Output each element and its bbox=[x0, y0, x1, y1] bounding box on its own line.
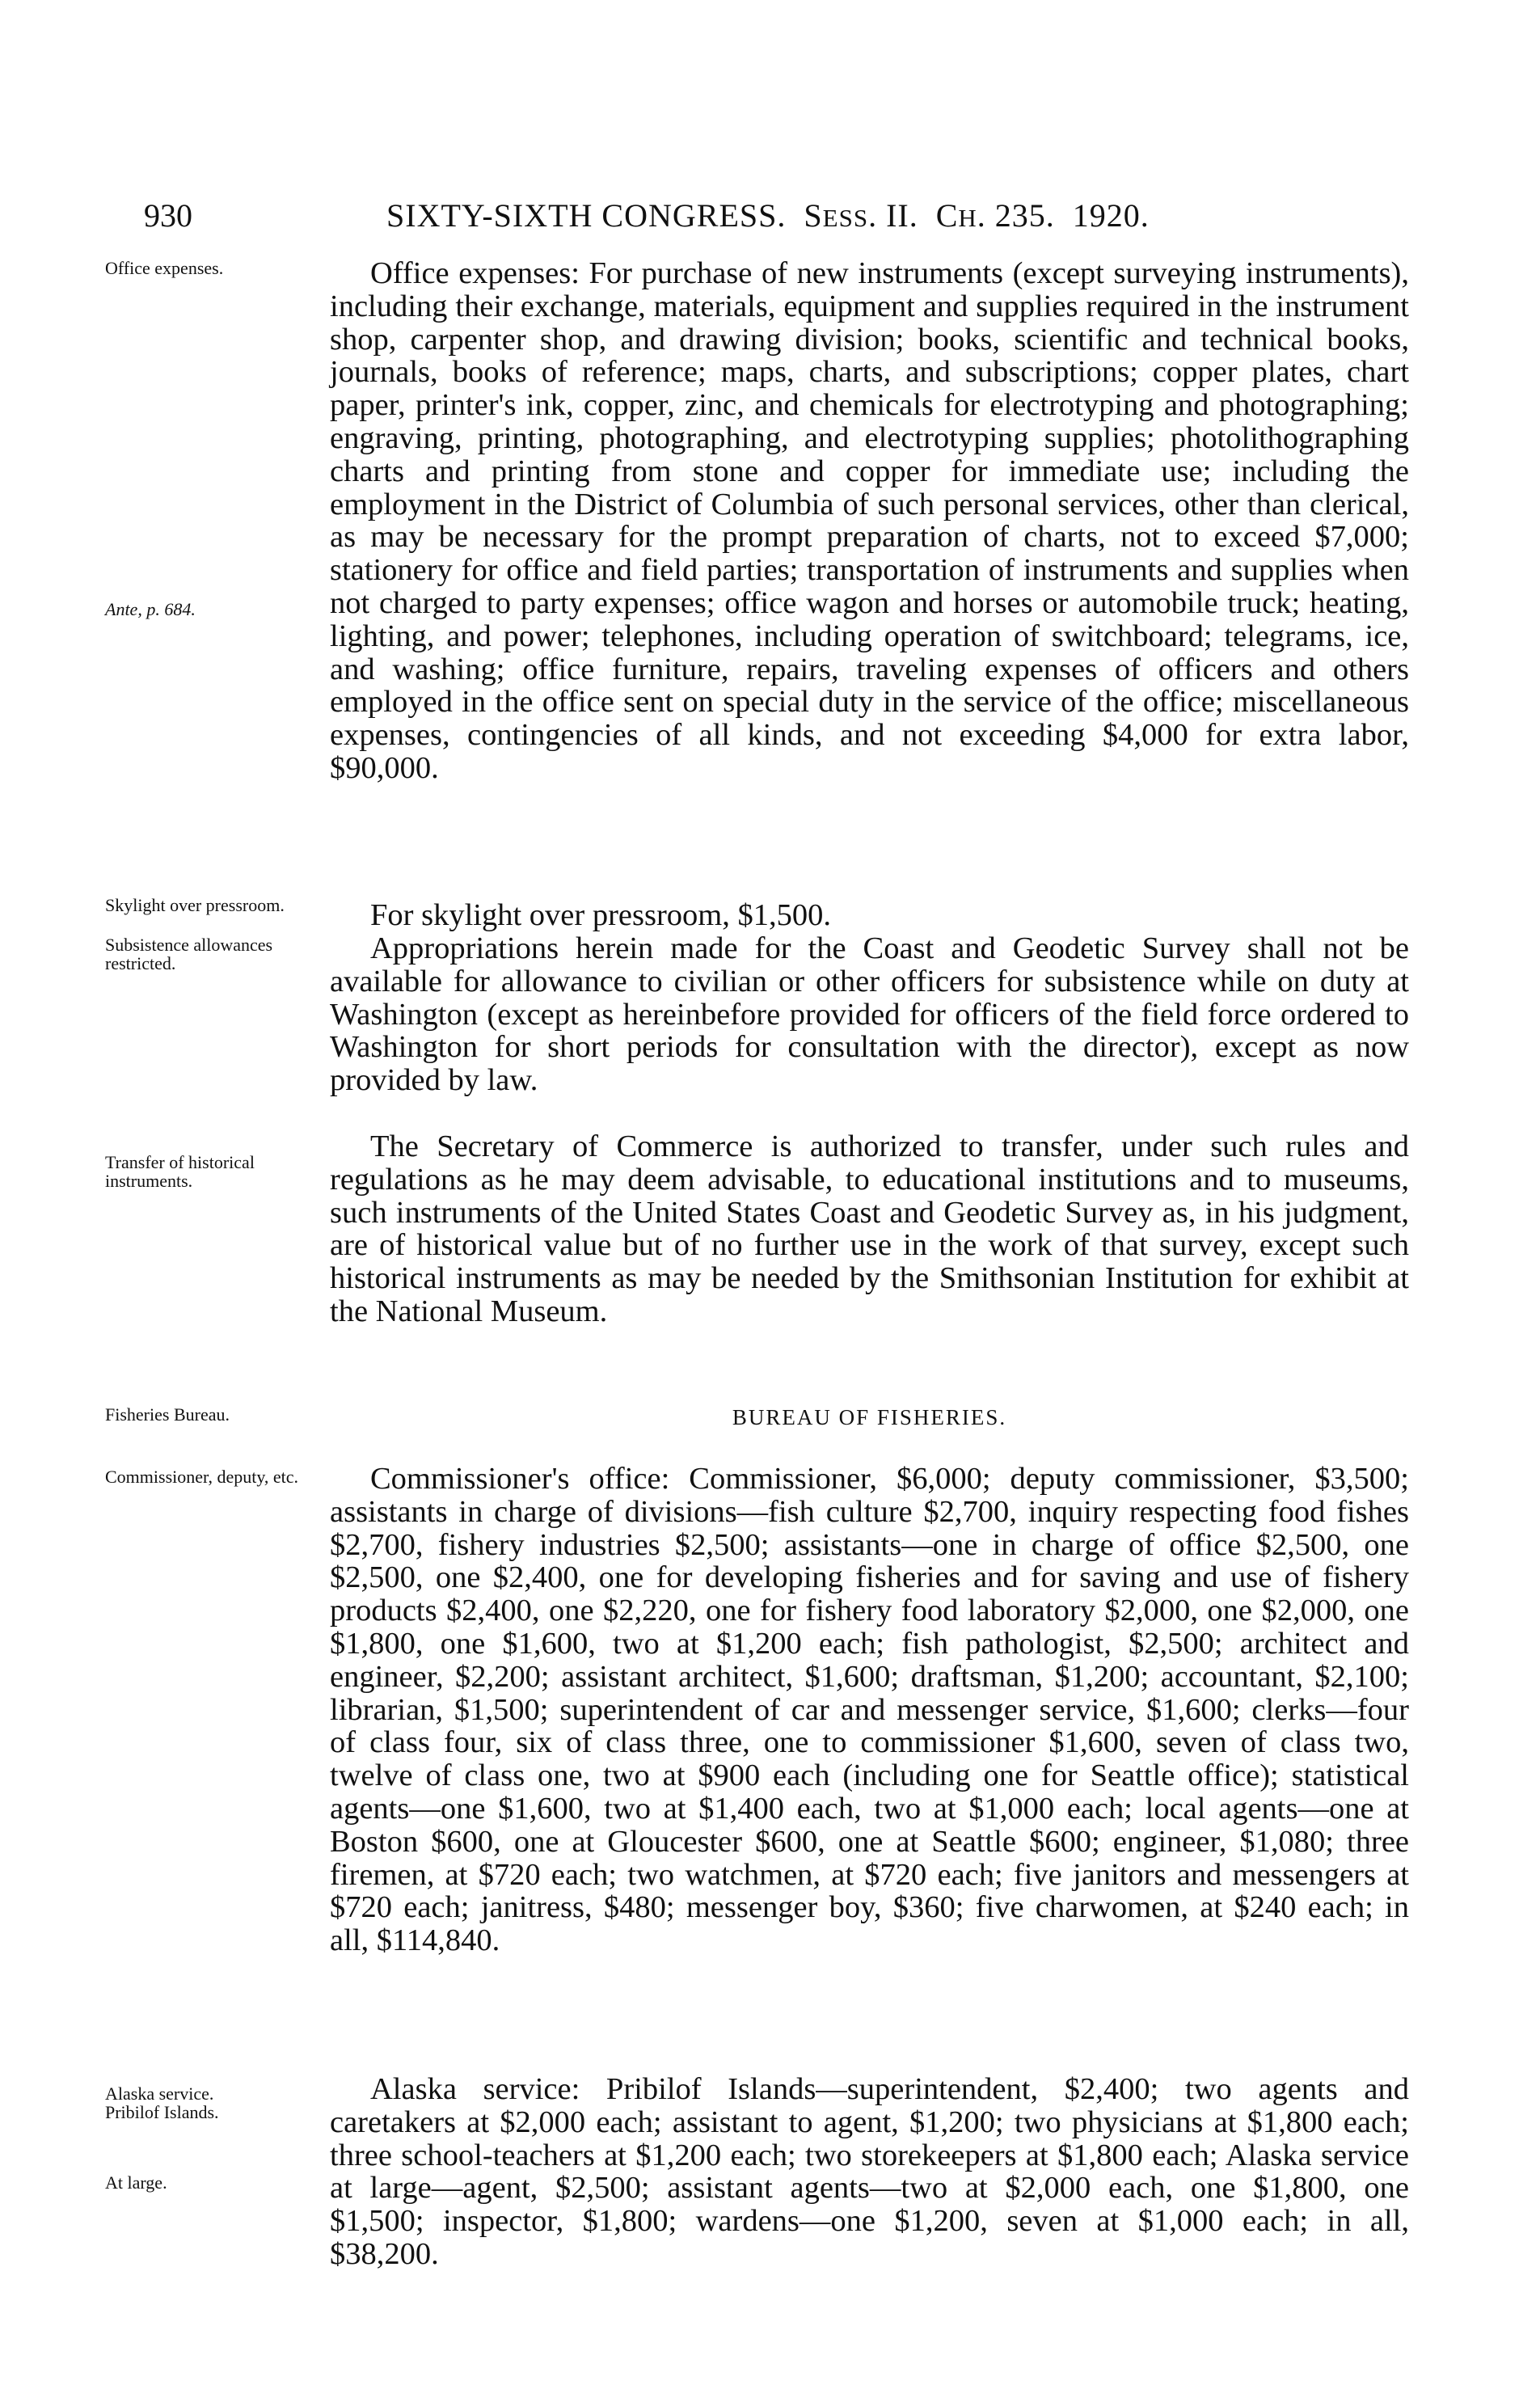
margin-note-at-large: At large. bbox=[105, 2172, 167, 2193]
paragraph-subsistence: Appropriations herein made for the Coast and Geodetic Survey shall not be available for allowance to civilian or other officers for subsistence while on duty at Washington (except as hereinbefore provided for officers of the field force ordered to Washington for short periods for consultation with the director), except as now provided by law. bbox=[330, 931, 1409, 1098]
margin-note-commissioner: Commissioner, deputy, etc. bbox=[105, 1467, 299, 1487]
chapter-label: CH. 235. bbox=[935, 197, 1055, 234]
running-header bbox=[144, 196, 1409, 245]
margin-note-alaska: Alaska service. bbox=[105, 2083, 214, 2104]
paragraph-alaska: Alaska service: Pribilof Islands—superintendent, $2,400; two agents and caretakers at $2,000 each; assistant to agent, $1,200; two physicians at $1,800 each; three school-teachers at $1,200 each; two storekeepers at $1,800 each; Alaska service at large—agent, $2,500; assistant agents—two at $2,000 each, one $1,800, one $1,500; inspector, $1,800; wardens—one $1,200, seven at $1,000 each; in all, $38,200. bbox=[330, 2072, 1409, 2271]
margin-note-office-expenses: Office expenses. bbox=[105, 258, 224, 278]
margin-note-pribilof: Pribilof Islands. bbox=[105, 2102, 219, 2122]
session-label: SESS. II. bbox=[804, 197, 918, 234]
paragraph-transfer: The Secretary of Commerce is authorized to transfer, under such rules and regulations as he may deem advisable, to educational institutions and to museums, such instruments of the United States Coast and Geodetic Survey as, in his judgment, are of historical value but of no further use in the work of that survey, except such historical instruments as may be needed by the Smithsonian Institution for exhibit at the National Museum. bbox=[330, 1129, 1409, 1328]
page-number: 930 bbox=[144, 197, 192, 234]
paragraph-commissioner: Commissioner's office: Commissioner, $6,000; deputy commissioner, $3,500; assistants in charge of divisions—fish culture $2,700, inquiry respecting food fishes $2,700, fishery industries $2,500; assistants—one in charge of office $2,500, one $2,500, one $2,400, one for developing fisheries and for saving and use of fishery products $2,400, one $2,220, one for fishery food laboratory $2,000, one $2,000, one $1,800, one $1,600, two at $1,200 each; fish pathologist, $2,500; architect and engineer, $2,200; assistant architect, $1,600; draftsman, $1,200; accountant, $2,100; librarian, $1,500; superintendent of car and messenger service, $1,600; clerks—four of class four, six of class three, one to commissioner $1,600, seven of class two, twelve of class one, two at $900 each (including one for Seattle office); statistical agents—one $1,600, two at $1,400 each, two at $1,000 each; local agents—one at Boston $600, one at Gloucester $600, one at Seattle $600; engineer, $1,080; three firemen, at $720 each; two watchmen, at $720 each; five janitors and messengers at $720 each; janitress, $480; messenger boy, $360; five charwomen, at $240 each; in all, $114,840. bbox=[330, 1462, 1409, 1958]
section-heading: BUREAU OF FISHERIES. bbox=[732, 1405, 1007, 1429]
margin-note-transfer: Transfer of historical instruments. bbox=[105, 1152, 255, 1191]
year: 1920. bbox=[1072, 197, 1150, 234]
margin-note-ante-reference: Ante, p. 684. bbox=[105, 599, 196, 619]
congress-title: SIXTY-SIXTH CONGRESS. bbox=[386, 197, 787, 234]
margin-note-fisheries: Fisheries Bureau. bbox=[105, 1404, 230, 1425]
paragraph-office-expenses: Office expenses: For purchase of new instruments (except surveying instruments), including their exchange, materials, equipment and supplies required in the instrument shop, carpenter shop, and drawing division; books, scientific and technical books, journals, books of reference; maps, charts, and subscriptions; copper plates, chart paper, printer's ink, copper, zinc, and chemicals for electrotyping and photographing; engraving, printing, photographing, and electrotyping supplies; photolithographing charts and printing from stone and copper for immediate use; including the employment in the District of Columbia of such personal services, other than clerical, as may be necessary for the prompt preparation of charts, not to exceed $7,000; stationery for office and field parties; transportation of instruments and supplies when not charged to party expenses; office wagon and horses or automobile truck; heating, lighting, and power; telephones, including operation of switchboard; telegrams, ice, and washing; office furniture, repairs, traveling expenses of officers and others employed in the office sent on special duty in the service of the office; miscellaneous expenses, contingencies of all kinds, and not exceeding $4,000 for extra labor, $90,000. bbox=[330, 256, 1409, 785]
margin-note-skylight: Skylight over pressroom. bbox=[105, 895, 285, 915]
paragraph-skylight: For skylight over pressroom, $1,500. bbox=[370, 898, 831, 932]
running-head-text bbox=[386, 196, 1150, 234]
margin-note-subsistence: Subsistence allowances restricted. bbox=[105, 935, 273, 973]
